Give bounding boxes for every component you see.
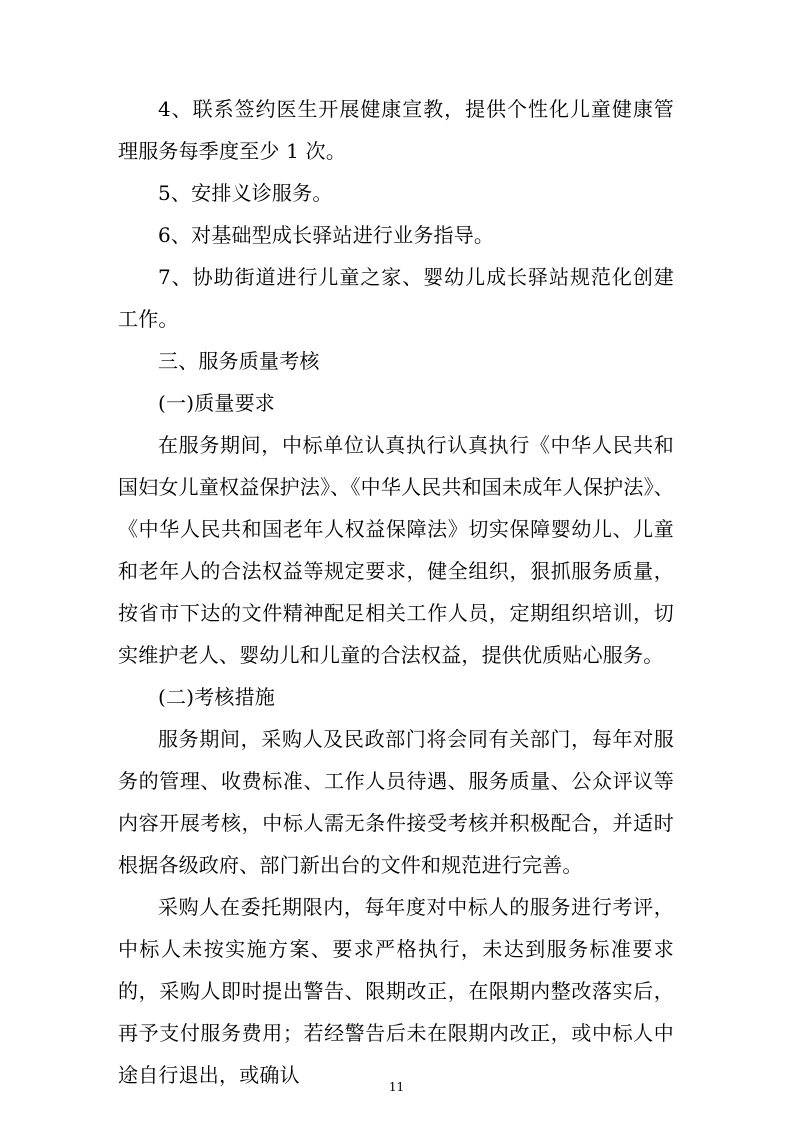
paragraph-item-4: 4、联系签约医生开展健康宣教，提供个性化儿童健康管理服务每季度至少 1 次。 xyxy=(118,97,674,163)
section-heading-quality-assessment: 三、服务质量考核 xyxy=(158,349,320,373)
paragraph-item-5: 5、安排义诊服务。 xyxy=(158,181,333,205)
paragraph-assessment-measures: 服务期间，采购人及民政部门将会同有关部门，每年对服务的管理、收费标准、工作人员待遇、服务质量、公众评议等内容开展考核，中标人需无条件接受考核并积极配合，并适时根据各级政府、部门新出台的文件和规范进行完善。 xyxy=(118,727,674,877)
paragraph-item-6: 6、对基础型成长驿站进行业务指导。 xyxy=(158,223,495,247)
paragraph-item-7: 7、协助街道进行儿童之家、婴幼儿成长驿站规范化创建工作。 xyxy=(118,265,674,331)
subsection-heading-assessment-measures: (二)考核措施 xyxy=(158,685,276,709)
page-number: 11 xyxy=(388,1080,405,1094)
paragraph-quality-requirements: 在服务期间，中标单位认真执行认真执行《中华人民共和国妇女儿童权益保护法》、《中华人民共和国未成年人保护法》、《中华人民共和国老年人权益保障法》切实保障婴幼儿、儿童和老年人的合法权益等规定要求，健全组织，狠抓服务质量，按省市下达的文件精神配足相关工作人员，定期组织培训，切实维护老人、婴幼儿和儿童的合法权益，提供优质贴心服务。 xyxy=(118,433,674,667)
subsection-heading-quality-requirements: (一)质量要求 xyxy=(158,391,276,415)
paragraph-annual-evaluation: 采购人在委托期限内，每年度对中标人的服务进行考评，中标人未按实施方案、要求严格执行，未达到服务标准要求的，采购人即时提出警告、限期改正，在限期内整改落实后，再予支付服务费用；若经警告后未在限期内改正，或中标人中途自行退出，或确认 xyxy=(118,895,674,1087)
document-body xyxy=(118,88,674,1096)
